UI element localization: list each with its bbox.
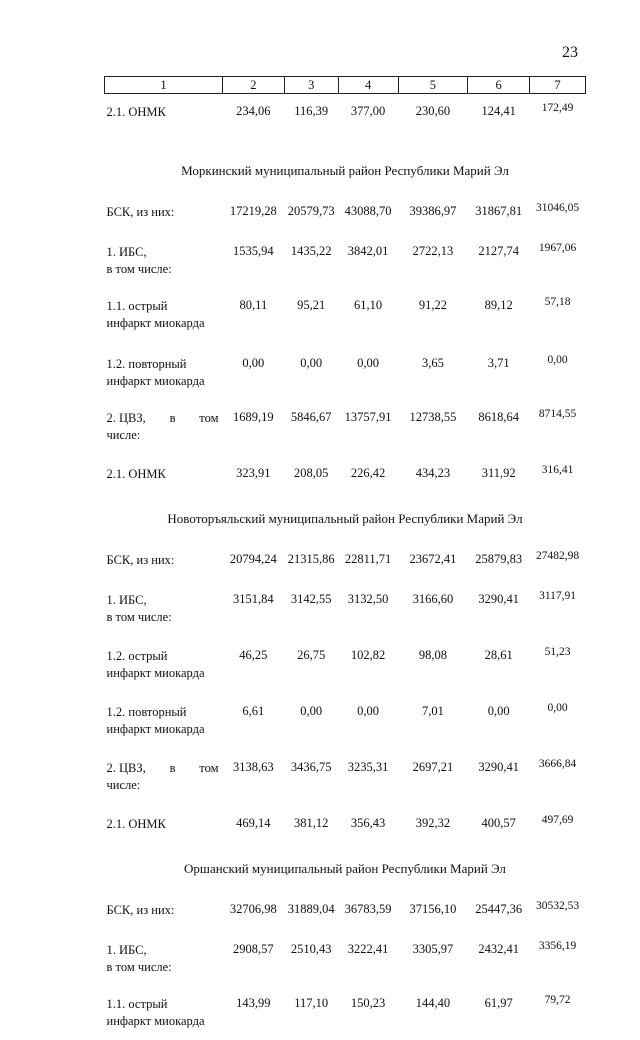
table-cell: 3,65 bbox=[398, 346, 468, 400]
table-body bbox=[105, 94, 586, 1040]
column-header: 4 bbox=[338, 77, 398, 94]
table-cell: 3138,63 bbox=[222, 750, 284, 806]
table-cell: 39386,97 bbox=[398, 194, 468, 234]
table-cell: 3166,60 bbox=[398, 582, 468, 638]
table-cell: 89,12 bbox=[468, 288, 530, 346]
district-heading: Новоторъяльский муниципальный район Республики Марий Эл bbox=[105, 496, 586, 542]
table-cell: 2722,13 bbox=[398, 234, 468, 288]
table-cell: 150,23 bbox=[338, 986, 398, 1040]
table-cell: 28,61 bbox=[468, 638, 530, 694]
table-cell: 2432,41 bbox=[468, 932, 530, 986]
table-row bbox=[105, 638, 586, 694]
column-header: 2 bbox=[222, 77, 284, 94]
table-cell: 61,10 bbox=[338, 288, 398, 346]
table-cell: 3117,91 bbox=[530, 582, 586, 638]
page-number: 23 bbox=[562, 44, 578, 62]
table-cell: 3842,01 bbox=[338, 234, 398, 288]
table-cell: 22811,71 bbox=[338, 542, 398, 582]
table-cell: 3132,50 bbox=[338, 582, 398, 638]
column-header: 7 bbox=[530, 77, 586, 94]
row-label-line: инфаркт миокарда bbox=[105, 721, 223, 738]
row-label bbox=[105, 400, 223, 456]
table-cell: 31867,81 bbox=[468, 194, 530, 234]
row-label-line: БСК, из них: bbox=[105, 204, 223, 221]
table-cell: 0,00 bbox=[530, 346, 586, 400]
row-label bbox=[105, 194, 223, 234]
table-cell: 0,00 bbox=[530, 694, 586, 750]
table-cell: 13757,91 bbox=[338, 400, 398, 456]
table-cell: 20794,24 bbox=[222, 542, 284, 582]
table-cell: 172,49 bbox=[530, 94, 586, 149]
table-cell: 23672,41 bbox=[398, 542, 468, 582]
table-cell: 3305,97 bbox=[398, 932, 468, 986]
table-cell: 2908,57 bbox=[222, 932, 284, 986]
row-label bbox=[105, 638, 223, 694]
table-row bbox=[105, 94, 586, 149]
table-cell: 2127,74 bbox=[468, 234, 530, 288]
table-cell: 144,40 bbox=[398, 986, 468, 1040]
row-label-line: БСК, из них: bbox=[105, 902, 223, 919]
table-cell: 2510,43 bbox=[284, 932, 338, 986]
row-label bbox=[105, 542, 223, 582]
row-label bbox=[105, 288, 223, 346]
table-cell: 208,05 bbox=[284, 456, 338, 496]
row-label-line: числе: bbox=[105, 427, 223, 444]
row-label-line: 1.1. острый bbox=[105, 996, 223, 1013]
row-label-line: 2.1. ОНМК bbox=[105, 104, 223, 121]
row-label-line: инфаркт миокарда bbox=[105, 665, 223, 682]
column-header: 1 bbox=[105, 77, 223, 94]
table-row bbox=[105, 346, 586, 400]
table-cell: 95,21 bbox=[284, 288, 338, 346]
table-cell: 377,00 bbox=[338, 94, 398, 149]
row-label-line: 1. ИБС, bbox=[105, 244, 223, 261]
statistics-table bbox=[104, 76, 586, 1040]
row-label-line: 1.2. острый bbox=[105, 648, 223, 665]
table-cell: 17219,28 bbox=[222, 194, 284, 234]
row-label bbox=[105, 456, 223, 496]
table-cell: 36783,59 bbox=[338, 892, 398, 932]
table-cell: 3356,19 bbox=[530, 932, 586, 986]
row-label bbox=[105, 986, 223, 1040]
row-label-line: 1. ИБС, bbox=[105, 592, 223, 609]
table-cell: 8618,64 bbox=[468, 400, 530, 456]
row-label-line: 1.1. острый bbox=[105, 298, 223, 315]
table-cell: 323,91 bbox=[222, 456, 284, 496]
district-heading-row bbox=[105, 148, 586, 194]
row-label-line: инфаркт миокарда bbox=[105, 315, 223, 332]
row-label-line: числе: bbox=[105, 777, 223, 794]
row-label bbox=[105, 694, 223, 750]
table-cell: 46,25 bbox=[222, 638, 284, 694]
table-cell: 3151,84 bbox=[222, 582, 284, 638]
table-cell: 79,72 bbox=[530, 986, 586, 1040]
table-header-row bbox=[105, 77, 586, 94]
row-label-line: 1. ИБС, bbox=[105, 942, 223, 959]
row-label bbox=[105, 806, 223, 846]
table-cell: 43088,70 bbox=[338, 194, 398, 234]
table-row bbox=[105, 892, 586, 932]
row-label-line: БСК, из них: bbox=[105, 552, 223, 569]
column-header: 5 bbox=[398, 77, 468, 94]
table-cell: 356,43 bbox=[338, 806, 398, 846]
row-label-line: в том числе: bbox=[105, 609, 223, 626]
row-label-line: в том числе: bbox=[105, 959, 223, 976]
table-cell: 6,61 bbox=[222, 694, 284, 750]
table-cell: 30532,53 bbox=[530, 892, 586, 932]
table-cell: 31889,04 bbox=[284, 892, 338, 932]
table-cell: 3290,41 bbox=[468, 750, 530, 806]
row-label bbox=[105, 932, 223, 986]
table-cell: 143,99 bbox=[222, 986, 284, 1040]
table-cell: 116,39 bbox=[284, 94, 338, 149]
table-cell: 57,18 bbox=[530, 288, 586, 346]
column-header: 6 bbox=[468, 77, 530, 94]
table-cell: 27482,98 bbox=[530, 542, 586, 582]
table-row bbox=[105, 400, 586, 456]
column-header: 3 bbox=[284, 77, 338, 94]
table-cell: 5846,67 bbox=[284, 400, 338, 456]
table-cell: 0,00 bbox=[284, 346, 338, 400]
table-cell: 234,06 bbox=[222, 94, 284, 149]
row-label bbox=[105, 234, 223, 288]
row-label-line: 2. ЦВЗ, в том bbox=[105, 760, 219, 777]
row-label-line: 1.2. повторный bbox=[105, 704, 223, 721]
table-cell: 124,41 bbox=[468, 94, 530, 149]
table-row bbox=[105, 542, 586, 582]
table-cell: 80,11 bbox=[222, 288, 284, 346]
table-cell: 8714,55 bbox=[530, 400, 586, 456]
row-label-line: 2. ЦВЗ, в том bbox=[105, 410, 219, 427]
table-cell: 1435,22 bbox=[284, 234, 338, 288]
table-cell: 12738,55 bbox=[398, 400, 468, 456]
row-label bbox=[105, 582, 223, 638]
table-cell: 0,00 bbox=[338, 346, 398, 400]
table-row bbox=[105, 234, 586, 288]
table-row bbox=[105, 288, 586, 346]
row-label-line: в том числе: bbox=[105, 261, 223, 278]
row-label bbox=[105, 346, 223, 400]
table-cell: 311,92 bbox=[468, 456, 530, 496]
table-cell: 91,22 bbox=[398, 288, 468, 346]
table-cell: 1967,06 bbox=[530, 234, 586, 288]
row-label-line: 2.1. ОНМК bbox=[105, 466, 223, 483]
table-cell: 400,57 bbox=[468, 806, 530, 846]
table-cell: 0,00 bbox=[222, 346, 284, 400]
table-cell: 2697,21 bbox=[398, 750, 468, 806]
table-row bbox=[105, 932, 586, 986]
table-cell: 0,00 bbox=[284, 694, 338, 750]
row-label-line: 1.2. повторный bbox=[105, 356, 223, 373]
table-cell: 381,12 bbox=[284, 806, 338, 846]
table-cell: 7,01 bbox=[398, 694, 468, 750]
table-cell: 3666,84 bbox=[530, 750, 586, 806]
row-label-line: инфаркт миокарда bbox=[105, 373, 223, 390]
table-cell: 26,75 bbox=[284, 638, 338, 694]
table-cell: 230,60 bbox=[398, 94, 468, 149]
table-row bbox=[105, 194, 586, 234]
table-cell: 51,23 bbox=[530, 638, 586, 694]
row-label bbox=[105, 892, 223, 932]
table-cell: 98,08 bbox=[398, 638, 468, 694]
table-cell: 3235,31 bbox=[338, 750, 398, 806]
table-cell: 25447,36 bbox=[468, 892, 530, 932]
row-label bbox=[105, 94, 223, 149]
table-row bbox=[105, 694, 586, 750]
table-cell: 117,10 bbox=[284, 986, 338, 1040]
table-cell: 226,42 bbox=[338, 456, 398, 496]
table-cell: 497,69 bbox=[530, 806, 586, 846]
table-cell: 0,00 bbox=[468, 694, 530, 750]
table-cell: 61,97 bbox=[468, 986, 530, 1040]
district-heading: Моркинский муниципальный район Республики Марий Эл bbox=[105, 148, 586, 194]
row-label bbox=[105, 750, 223, 806]
row-label-line: инфаркт миокарда bbox=[105, 1013, 223, 1030]
table-cell: 392,32 bbox=[398, 806, 468, 846]
district-heading: Оршанский муниципальный район Республики Марий Эл bbox=[105, 846, 586, 892]
district-heading-row bbox=[105, 846, 586, 892]
table-row bbox=[105, 456, 586, 496]
table-cell: 316,41 bbox=[530, 456, 586, 496]
district-heading-row bbox=[105, 496, 586, 542]
table-cell: 21315,86 bbox=[284, 542, 338, 582]
table-cell: 3142,55 bbox=[284, 582, 338, 638]
row-label-line: 2.1. ОНМК bbox=[105, 816, 223, 833]
table-cell: 0,00 bbox=[338, 694, 398, 750]
table-cell: 3290,41 bbox=[468, 582, 530, 638]
table-cell: 1535,94 bbox=[222, 234, 284, 288]
table-cell: 1689,19 bbox=[222, 400, 284, 456]
table-row bbox=[105, 806, 586, 846]
table-cell: 20579,73 bbox=[284, 194, 338, 234]
table-cell: 32706,98 bbox=[222, 892, 284, 932]
table-row bbox=[105, 582, 586, 638]
table-cell: 3,71 bbox=[468, 346, 530, 400]
table-cell: 469,14 bbox=[222, 806, 284, 846]
table-cell: 37156,10 bbox=[398, 892, 468, 932]
table-cell: 3436,75 bbox=[284, 750, 338, 806]
table-cell: 25879,83 bbox=[468, 542, 530, 582]
table-cell: 3222,41 bbox=[338, 932, 398, 986]
table-row bbox=[105, 986, 586, 1040]
table-row bbox=[105, 750, 586, 806]
table-cell: 31046,05 bbox=[530, 194, 586, 234]
table-cell: 434,23 bbox=[398, 456, 468, 496]
table-cell: 102,82 bbox=[338, 638, 398, 694]
